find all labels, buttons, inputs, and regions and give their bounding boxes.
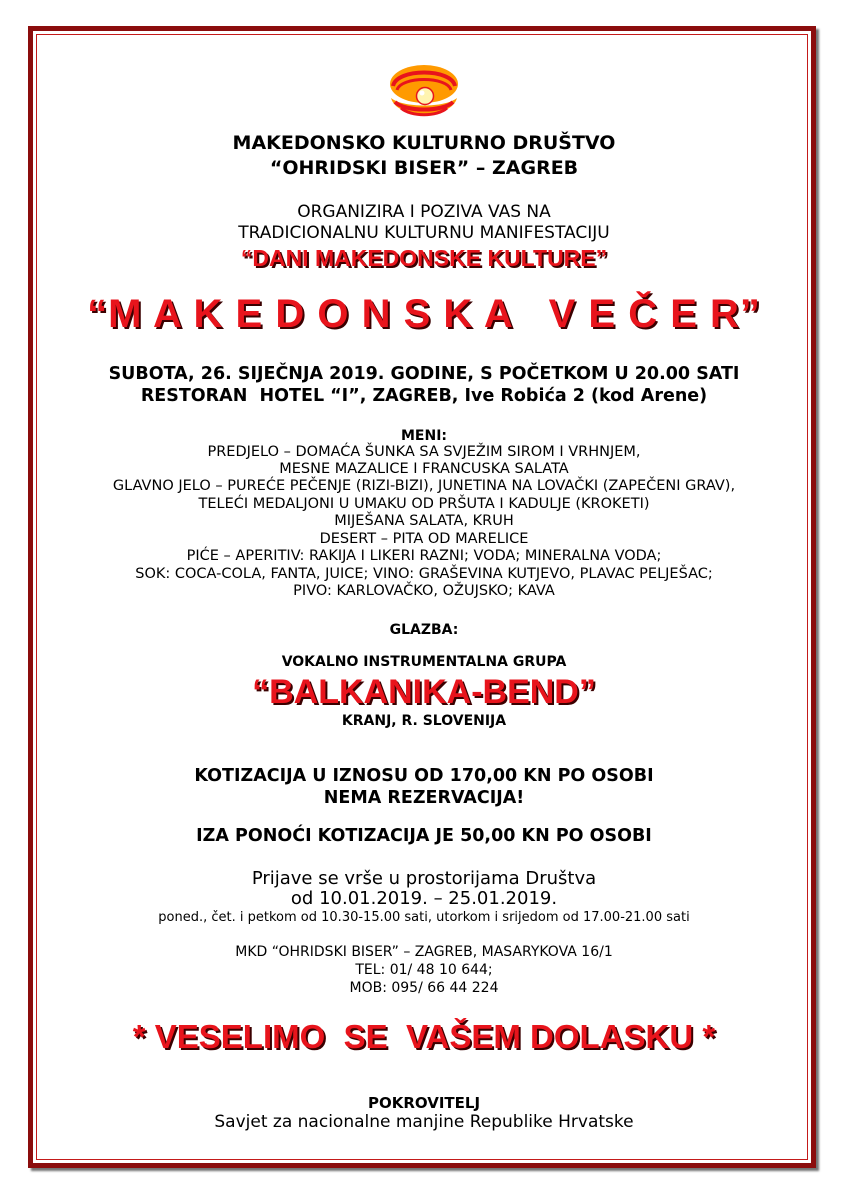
band-name: “BALKANIKA-BEND”: [252, 673, 596, 711]
music-group-type: VOKALNO INSTRUMENTALNA GRUPA: [281, 654, 567, 670]
registration-hours: poned., čet. i petkom od 10.30-15.00 sati, utorkom i srijedom od 17.00-21.00 sati: [158, 910, 690, 925]
contact-tel: TEL: 01/ 48 10 644;: [355, 962, 493, 978]
event-date: SUBOTA, 26. SIJEČNJA 2019. GODINE, S POČETKOM U 20.00 SATI: [108, 364, 740, 384]
closing-message: * VESELIMO SE VAŠEM DOLASKU *: [132, 1018, 716, 1055]
festival-name: “DANI MAKEDONSKE KULTURE”: [240, 245, 608, 271]
event-title: “M A K E D O N S K A V E Č E R”: [87, 292, 761, 336]
registration-line1: Prijave se vrše u prostorijama Društva: [251, 868, 597, 889]
org-name-line1: MAKEDONSKO KULTURNO DRUŠTVO: [232, 132, 616, 154]
menu-item: TELEĆI MEDALJONI U UMAKU OD PRŠUTA I KADULJE (KROKETI): [198, 496, 650, 512]
intro-line2: TRADICIONALNU KULTURNU MANIFESTACIJU: [238, 223, 610, 243]
menu-item: PREDJELO – DOMAĆA ŠUNKA SA SVJEŽIM SIROM I VRHNJEM,: [207, 444, 641, 460]
menu-heading: MENI:: [400, 428, 448, 444]
menu-item: MIJEŠANA SALATA, KRUH: [334, 513, 514, 529]
sponsor-heading: POKROVITELJ: [367, 1094, 481, 1112]
contact-mob: MOB: 095/ 66 44 224: [349, 980, 499, 996]
org-name-line2: “OHRIDSKI BISER” – ZAGREB: [269, 157, 579, 179]
fee-line1: KOTIZACIJA U IZNOSU OD 170,00 KN PO OSOBI: [194, 766, 654, 786]
menu-item: MESNE MAZALICE I FRANCUSKA SALATA: [279, 461, 569, 477]
fee-line2: NEMA REZERVACIJA!: [323, 788, 525, 808]
music-heading: GLAZBA:: [389, 622, 459, 638]
contact-address: MKD “OHRIDSKI BISER” – ZAGREB, MASARYKOVA 16/1: [235, 944, 613, 960]
band-origin: KRANJ, R. SLOVENIJA: [341, 713, 507, 729]
menu-item: GLAVNO JELO – PUREĆE PEČENJE (RIZI-BIZI), JUNETINA NA LOVAČKI (ZAPEČENI GRAV),: [112, 478, 736, 494]
menu-item: DESERT – PITA OD MARELICE: [319, 531, 529, 547]
sponsor-name: Savjet za nacionalne manjine Republike Hrvatske: [214, 1112, 634, 1132]
intro-line1: ORGANIZIRA I POZIVA VAS NA: [297, 202, 551, 222]
menu-item: PIĆE – APERITIV: RAKIJA I LIKERI RAZNI; VODA; MINERALNA VODA;: [186, 548, 662, 564]
registration-line2: od 10.01.2019. – 25.01.2019.: [290, 888, 558, 909]
menu-item: SOK: COCA-COLA, FANTA, JUICE; VINO: GRAŠEVINA KUTJEVO, PLAVAC PELJEŠAC;: [135, 566, 713, 582]
fee-midnight: IZA PONOĆI KOTIZACIJA JE 50,00 KN PO OSOBI: [196, 826, 652, 846]
event-venue: RESTORAN HOTEL “I”, ZAGREB, Ive Robića 2 (kod Arene): [140, 386, 708, 406]
menu-item: PIVO: KARLOVAČKO, OŽUJSKO; KAVA: [293, 583, 555, 599]
shell-pearl-icon: [387, 62, 461, 124]
